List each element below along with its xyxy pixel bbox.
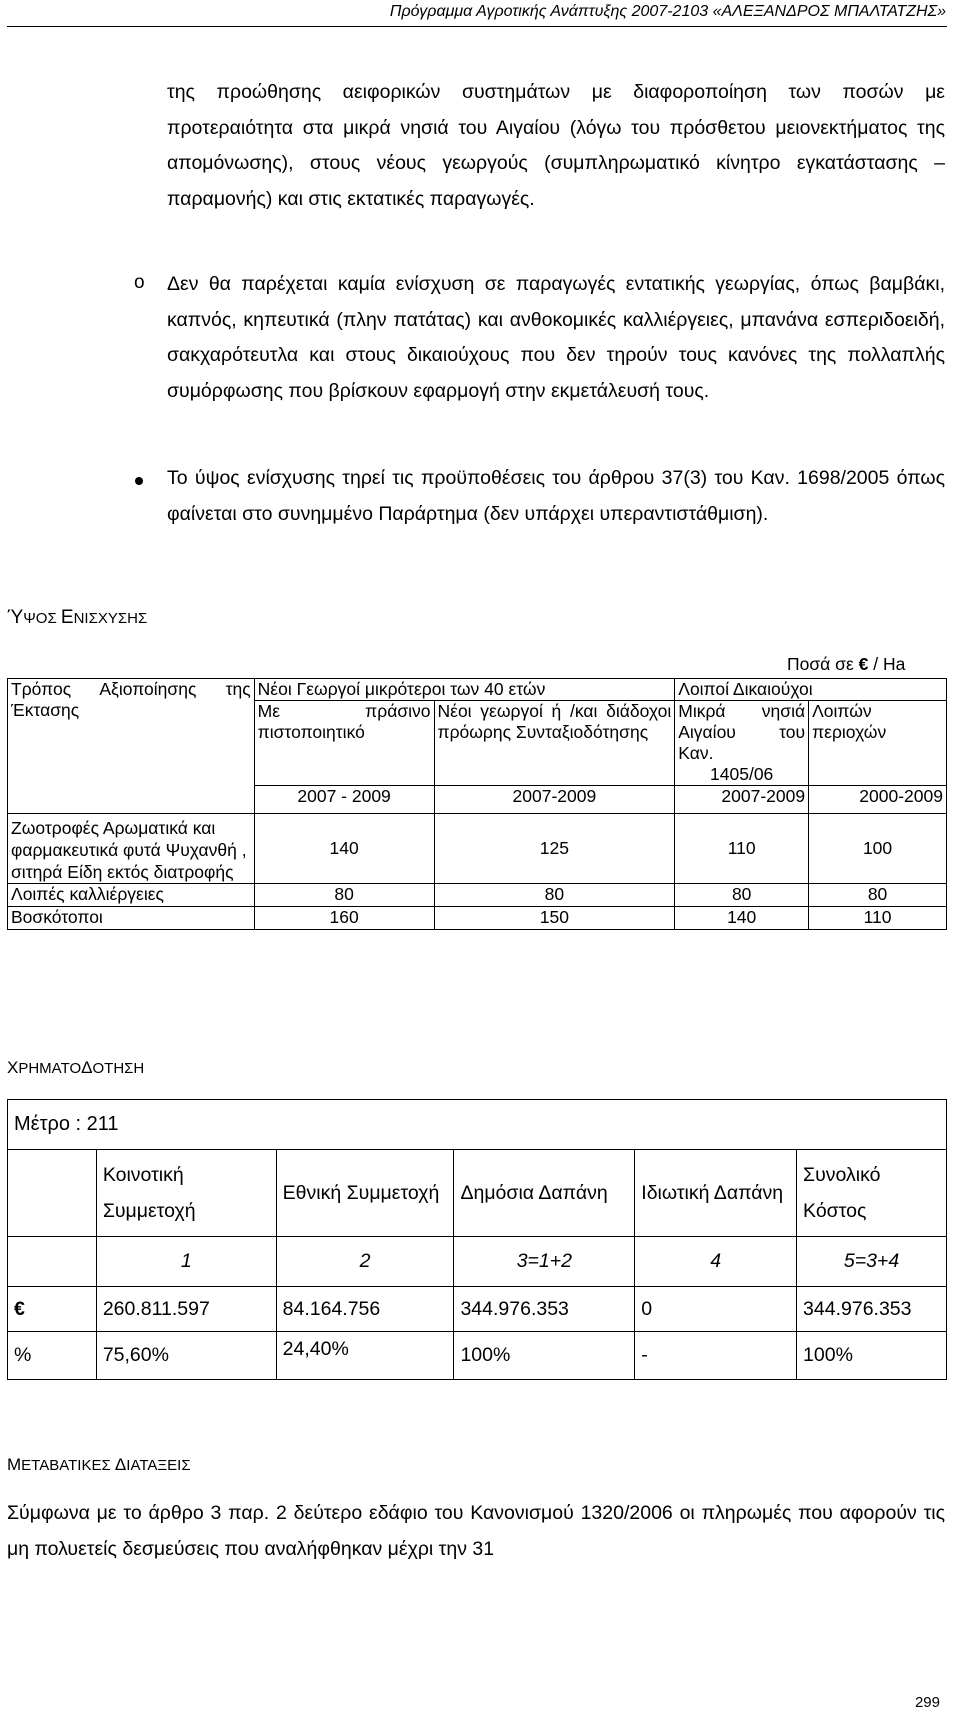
header-cell: Εθνική Συμμετοχή [276,1150,454,1237]
table-row [8,1237,947,1287]
header-cell: Ιδιωτική Δαπάνη [635,1150,797,1237]
bullet-dot-marker [135,477,143,485]
page-number: 299 [914,1694,940,1711]
value-cell: 80 [675,884,809,907]
bullet-dot-text: Το ύψος ενίσχυσης τηρεί τις προϋποθέσεις του άρθρου 37(3) του Καν. 1698/2005 όπως φαίνεται στο συνημμένο Παράρτημα (δεν υπάρχει υπεραντιστάθμιση). [167,467,945,525]
percent-cell: 75,60% [96,1332,276,1380]
numbering-cell: 3=1+2 [454,1237,635,1287]
table-row [8,1332,947,1380]
sub-header-green-cert: Με πράσινο πιστοποιητικό [254,701,434,765]
euro-cell: 344.976.353 [797,1287,947,1332]
value-cell: 140 [254,814,434,884]
header-cell: Δημόσια Δαπάνη [454,1150,635,1237]
row-label: Ζωοτροφές Αρωματικά και φαρμακευτικά φυτά Ψυχανθή , σιτηρά Είδη εκτός διατροφής [8,814,255,884]
young-farmers-header: Νέοι Γεωργοί μικρότεροι των 40 ετών [254,679,675,701]
value-cell: 150 [434,907,675,930]
table-row [8,907,947,930]
euro-cell: 344.976.353 [454,1287,635,1332]
table-row [8,786,947,814]
period-cell: 2007 - 2009 [254,786,434,814]
sub-header-other-areas: Λοιπών περιοχών [809,701,947,765]
percent-cell: 100% [454,1332,635,1380]
table-row [8,884,947,907]
numbering-cell: 5=3+4 [797,1237,947,1287]
euro-cell: 84.164.756 [276,1287,454,1332]
euro-icon: € [14,1297,25,1320]
financing-table [7,1099,947,1380]
header-cell: Συνολικό Κόστος [797,1150,947,1237]
value-cell: 80 [254,884,434,907]
value-cell: 80 [434,884,675,907]
period-cell: 2007-2009 [675,786,809,814]
transitional-title: ΜΕΤΑΒΑΤΙΚΕΣ ΔΙΑΤΑΞΕΙΣ [7,1455,191,1474]
row-header-label: Τρόπος Αξιοποίησης της Έκτασης [11,679,251,720]
bullet-o-text: Δεν θα παρέχεται καμία ενίσχυση σε παραγωγές εντατικής γεωργίας, όπως βαμβάκι, καπνός, κηπευτικά (πλην πατάτας) και ανθοκομικές καλλιέργειες, μπανάνα εσπεριδοειδή, σακχαρότευτλα και στους δικαιούχους που δεν τηρούν τους κανόνες της πολλαπλής συμόρφωσης που βρίσκουν εφαρμογή στην εκμετάλευσή τους. [167,273,945,402]
percent-label: % [8,1332,97,1380]
value-cell: 80 [809,884,947,907]
value-cell: 125 [434,814,675,884]
numbering-cell: 2 [276,1237,454,1287]
table-row [8,1150,947,1237]
row-label: Βοσκότοποι [8,907,255,930]
value-cell: 140 [675,907,809,930]
aid-table [7,678,947,930]
header-rule [7,26,947,27]
value-cell: 160 [254,907,434,930]
sub-header-small-islands: Μικρά νησιά Αιγαίου του Καν. [678,701,806,763]
percent-cell: - [635,1332,797,1380]
value-cell: 110 [809,907,947,930]
euro-cell: 260.811.597 [96,1287,276,1332]
numbering-cell: 1 [96,1237,276,1287]
table-row [8,1287,947,1332]
table-row [8,679,947,701]
value-cell: 110 [675,814,809,884]
percent-cell: 24,40% [276,1332,454,1380]
sub-header-small-islands-reg: 1405/06 [675,764,809,786]
unit-note: Ποσά σε € / Ha [787,654,906,674]
row-label: Λοιπές καλλιέργειες [8,884,255,907]
euro-icon: € [858,654,869,674]
value-cell: 100 [809,814,947,884]
percent-cell: 100% [797,1332,947,1380]
header-cell: Κοινοτική Συμμετοχή [96,1150,276,1237]
financing-title: ΧΡΗΜΑΤΟΔΟΤΗΣΗ [7,1058,145,1077]
table-row [8,814,947,884]
bullet-o-marker: o [134,272,145,293]
other-beneficiaries-header: Λοιποί Δικαιούχοι [675,679,947,701]
table-row [8,1100,947,1150]
transitional-text: Σύμφωνα με το άρθρο 3 παρ. 2 δεύτερο εδάφιο του Κανονισμού 1320/2006 οι πληρωμές που αφορούν τις μη πολυετείς δεσμεύσεις που αναλήφθηκαν μέχρι την 31 [7,1502,945,1560]
paragraph-continuation: της προώθησης αειφορικών συστημάτων με διαφοροποίηση των ποσών με προτεραιότητα στα μικρά νησιά του Αιγαίου (λόγω του πρόσθετου μειονεκτήματος της απομόνωσης), στους νέους γεωργούς (συμπληρωματικό κίνητρο εγκατάστασης – παραμονής) και στις εκτατικές παραγωγές. [167,81,945,210]
period-cell: 2007-2009 [434,786,675,814]
euro-cell: 0 [635,1287,797,1332]
page-header: Πρόγραμμα Αγροτικής Ανάπτυξης 2007-2103 «ΑΛΕΞΑΝΔΡΟΣ ΜΠΑΛΤΑΤΖΗΣ» [389,3,946,20]
sub-header-early-retire: Νέοι γεωργοί ή /και διάδοχοι πρόωρης Συνταξιοδότησης [434,701,675,765]
period-cell: 2000-2009 [809,786,947,814]
numbering-cell: 4 [635,1237,797,1287]
aid-section-title: ΎΨΟΣ ΕΝΙΣΧΥΣΗΣ [7,607,148,628]
measure-label: Μέτρο : 211 [8,1100,947,1150]
